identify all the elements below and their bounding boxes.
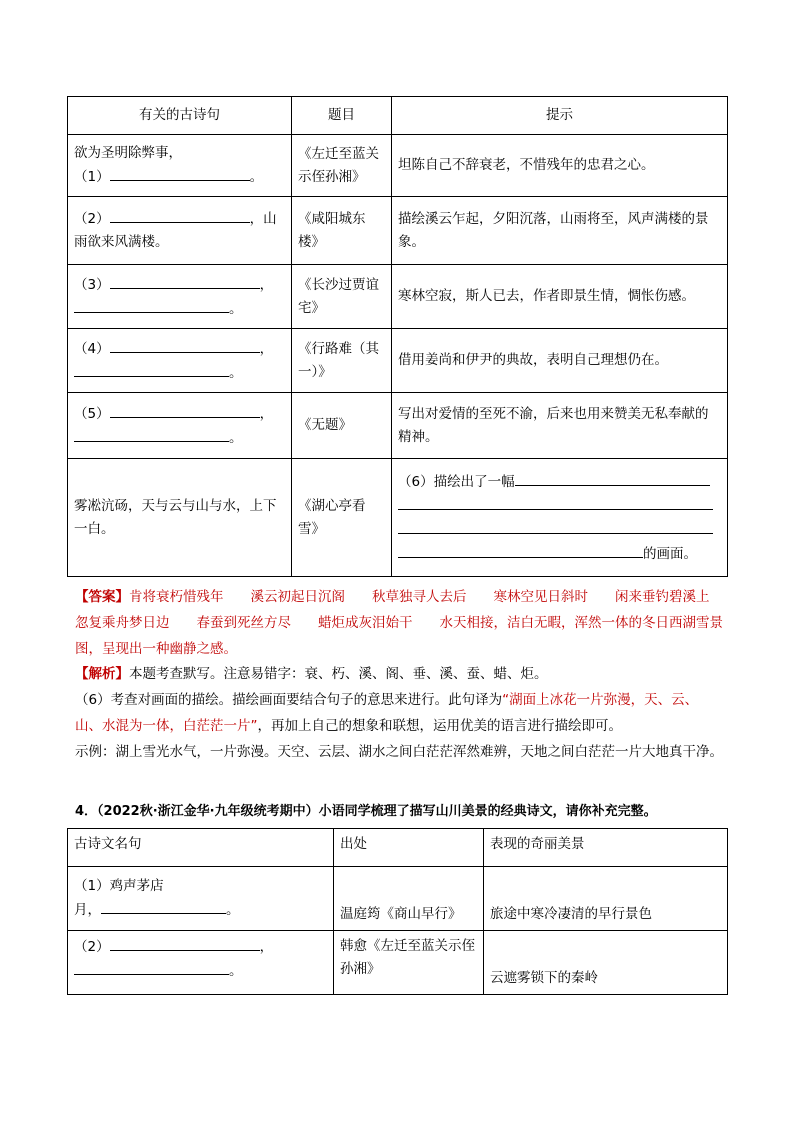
table-row <box>68 265 728 329</box>
table-row <box>68 459 728 577</box>
analysis-tag: 【解析】 <box>75 666 129 682</box>
scenery-table <box>67 828 728 995</box>
answer-tag: 【答案】 <box>75 589 129 605</box>
title-cell: 《长沙过贾谊宅》 <box>292 265 392 329</box>
analysis-line-2a: （6）考查对画面的描绘。描绘画面要结合句子的意思来进行。此句译为 <box>75 692 503 708</box>
analysis-line-1: 本题考查默写。注意易错字：衰、朽、溪、阁、垂、溪、蚕、蜡、炬。 <box>129 666 548 682</box>
header-verse: 古诗文名句 <box>68 829 334 867</box>
analysis-line-2b: ，再加上自己的想象和联想，运用优美的语言进行描绘即可。 <box>257 718 622 734</box>
poem-cell: 欲为圣明除弊事， （1） 。 <box>68 135 292 197</box>
fill-blank[interactable] <box>110 207 250 223</box>
verse-cell: （1）鸡声茅店 月， 。 <box>68 867 334 931</box>
table-row <box>68 329 728 393</box>
fill-blank[interactable] <box>398 518 713 534</box>
table-row <box>68 931 728 995</box>
hint-cell: 坦陈自己不辞衰老，不惜残年的忠君之心。 <box>392 135 728 197</box>
header-title: 题目 <box>292 97 392 135</box>
scene-cell: 云遮雾锁下的秦岭 <box>484 931 728 995</box>
analysis-example: 示例：湖上雪光水气，一片弥漫。天空、云层、湖水之间白茫茫浑然难辨，天地之间白茫茫一片大地真干净。 <box>75 744 723 760</box>
hint-cell: 寒林空寂，斯人已去，作者即景生情，惆怅伤感。 <box>392 265 728 329</box>
verse-cell: （2） ， 。 <box>68 931 334 995</box>
fill-blank[interactable] <box>398 494 713 510</box>
table-row <box>68 197 728 265</box>
fill-blank[interactable] <box>110 273 260 289</box>
hint-cell: 借用姜尚和伊尹的典故，表明自己理想仍在。 <box>392 329 728 393</box>
poem-cell: （4） ， 。 <box>68 329 292 393</box>
fill-blank[interactable] <box>101 898 226 914</box>
hint-cell: （6）描绘出了一幅 的画面。 <box>392 459 728 577</box>
question-4: 4．（2022秋·浙江金华·九年级统考期中）小语同学梳理了描写山川美景的经典诗文，请你补充完整。 <box>75 804 657 819</box>
fill-blank[interactable] <box>74 959 229 975</box>
analysis-section <box>75 661 725 765</box>
fill-blank[interactable] <box>110 402 260 418</box>
header-scene: 表现的奇丽美景 <box>484 829 728 867</box>
analysis-quote: “湖面上冰花一片弥漫，天、云、山、水混为一体，白茫茫一片” <box>75 692 699 734</box>
fill-blank[interactable] <box>398 542 643 558</box>
poem-cell: （3） ， 。 <box>68 265 292 329</box>
title-cell: 《无题》 <box>292 393 392 459</box>
hint-cell: 写出对爱情的至死不渝，后来也用来赞美无私奉献的精神。 <box>392 393 728 459</box>
title-cell: 《咸阳城东楼》 <box>292 197 392 265</box>
fill-blank[interactable] <box>110 935 260 951</box>
table-row <box>68 393 728 459</box>
answer-text: 肯将衰朽惜残年 溪云初起日沉阁 秋草独寻人去后 寒林空见日斜时 闲来垂钓碧溪上 忽复乘舟梦日边 春蚕到死丝方尽 蜡炬成灰泪始干 水天相接，洁白无暇，浑然一体的冬日西湖雪景图，呈现出一种幽静之感。 <box>75 589 737 657</box>
fill-blank[interactable] <box>74 297 229 313</box>
fill-blank[interactable] <box>74 426 229 442</box>
poem-cell: （2） ，山 雨欲来风满楼。 <box>68 197 292 265</box>
fill-blank[interactable] <box>515 470 710 486</box>
header-source: 出处 <box>334 829 484 867</box>
poem-cell: （5） ， 。 <box>68 393 292 459</box>
fill-blank[interactable] <box>74 361 229 377</box>
title-cell: 《左迁至蓝关示侄孙湘》 <box>292 135 392 197</box>
hint-cell: 描绘溪云乍起，夕阳沉落，山雨将至，风声满楼的景象。 <box>392 197 728 265</box>
poetry-table <box>67 96 728 577</box>
source-cell: 韩愈《左迁至蓝关示侄孙湘》 <box>334 931 484 995</box>
table-row <box>68 867 728 931</box>
fill-blank[interactable] <box>110 337 260 353</box>
answer-section <box>75 584 737 662</box>
header-hint: 提示 <box>392 97 728 135</box>
source-cell: 温庭筠《商山早行》 <box>334 867 484 931</box>
title-cell: 《湖心亭看雪》 <box>292 459 392 577</box>
fill-blank[interactable] <box>110 165 250 181</box>
title-cell: 《行路难（其一）》 <box>292 329 392 393</box>
scene-cell: 旅途中寒冷凄清的早行景色 <box>484 867 728 931</box>
poem-cell: 雾凇沆砀，天与云与山与水，上下一白。 <box>68 459 292 577</box>
header-poem: 有关的古诗句 <box>68 97 292 135</box>
table-row <box>68 135 728 197</box>
